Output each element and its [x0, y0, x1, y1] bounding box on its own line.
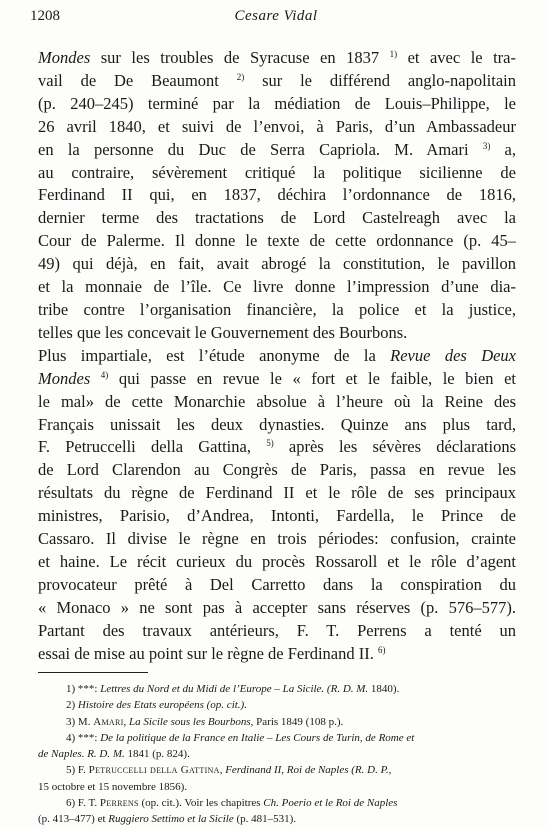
text-run: 4) ***: — [66, 731, 101, 744]
text-line — [38, 482, 516, 505]
footnote-line — [38, 762, 516, 778]
text-run: dernier terme des tractations de Lord Castelreagh avec la — [38, 208, 516, 228]
text-line — [38, 139, 516, 162]
body-text — [38, 47, 516, 665]
text-line — [38, 184, 516, 207]
text-run — [90, 369, 101, 388]
text-run: et haine. Le récit curieux du procès Rossaroll et le rôle d’agent — [38, 551, 516, 571]
text-line — [38, 551, 516, 574]
footnote-ref: 1) — [389, 49, 398, 59]
text-run: Petruccelli della Gattina — [88, 764, 220, 777]
footnote-line — [38, 795, 516, 811]
text-run: Ferdinand II qui, en 1837, déchira l’ordonnance de 1816, — [38, 185, 516, 205]
footnote-line — [38, 811, 516, 827]
text-run: après les sévères déclarations — [273, 437, 516, 457]
text-run: 15 octobre et 15 novembre 1856). — [38, 780, 188, 793]
text-line — [38, 207, 516, 230]
text-run: Partant des travaux antérieurs, F. T. Perrens a tenté un — [38, 620, 516, 640]
text-line — [38, 368, 516, 391]
text-line — [38, 162, 516, 185]
text-line — [38, 47, 516, 70]
text-run: , — [388, 764, 392, 777]
text-run: Amari — [93, 715, 124, 728]
text-line — [38, 345, 516, 368]
text-run: essai de mise au point sur le règne de Ferdinand II. — [38, 643, 378, 663]
text-run: en la personne du Duc de Serra Capriola. M. Amari — [38, 139, 483, 159]
text-line — [38, 253, 516, 276]
text-line — [38, 574, 516, 597]
text-run: vail de De Beaumont — [38, 70, 237, 90]
footnote-ref: 4) — [100, 369, 109, 380]
page-number: 1208 — [30, 8, 60, 24]
text-run: 1) ***: — [66, 683, 101, 695]
text-run: Ch. Poerio et le Roi de Naples — [263, 797, 398, 810]
footnote-ref: 5) — [266, 438, 274, 449]
text-run: ministres, Parisio, d’Andrea, Intonti, Fardella, le Prince de — [38, 506, 516, 526]
text-line — [38, 116, 516, 139]
text-run: telles que les concevait le Gouvernement des Bourbons. — [38, 322, 408, 342]
text-run: provocateur prêté à Del Carretto dans la conspiration du — [38, 574, 516, 594]
text-run: Cour de Palerme. Il donne le texte de cette ordonnance (p. 45– — [38, 231, 516, 251]
text-run: a, — [490, 139, 516, 159]
text-run: La Sicile sous les Bourbons — [129, 715, 251, 728]
footnote-ref: 6) — [377, 644, 386, 655]
footnote-line — [38, 730, 516, 746]
text-run: qui passe en revue le « fort et le faible, le bien et — [108, 368, 516, 388]
text-run: Ferdinand II, Roi de Naples (R. D. P. — [225, 764, 389, 777]
text-run: Ruggiero Settimo et la Sicile — [108, 813, 234, 826]
footnote-ref: 3) — [482, 140, 491, 151]
text-run: 1840). — [368, 683, 400, 695]
text-line — [38, 620, 516, 643]
text-run: (p. 481–531). — [233, 813, 297, 826]
text-line — [38, 391, 516, 414]
text-run: Revue des Deux — [390, 345, 516, 365]
text-run: sur le différend anglo-napolitain — [244, 70, 516, 90]
text-run: , Paris 1849 (108 p.). — [250, 715, 344, 728]
text-run: F. Petruccelli della Gattina, — [38, 437, 267, 457]
text-line — [38, 528, 516, 551]
footnote-line — [38, 681, 516, 697]
running-head: Cesare Vidal — [234, 8, 318, 24]
text-run: Plus impartiale, est l’étude anonyme de la — [38, 345, 391, 365]
text-run: Lettres du Nord et du Midi de l’Europe – La Sicile. (R. D. M. — [100, 683, 369, 695]
footnote-line — [38, 697, 516, 713]
text-line — [38, 70, 516, 93]
text-run: de Naples. R. D. M. — [38, 748, 125, 761]
page-header — [30, 8, 522, 30]
text-run: , — [123, 715, 130, 728]
text-run: Français unissait les deux dynasties. Quinze ans plus tard, — [38, 414, 516, 434]
text-run: Perrens — [99, 797, 139, 810]
footnotes — [38, 681, 516, 828]
footnote-rule — [38, 672, 148, 673]
text-run: 49) qui déjà, en fait, avait abrogé la constitution, le pavillon — [38, 254, 516, 274]
text-line — [38, 322, 516, 345]
footnote-line — [38, 779, 516, 795]
text-line — [38, 643, 516, 666]
text-run: (op. cit.). Voir les chapitres — [138, 797, 264, 810]
text-run: et avec le tra- — [397, 48, 516, 67]
text-run: « Monaco » ne sont pas à accepter sans réserves (p. 576–577). — [38, 597, 516, 617]
text-run: résultats du règne de Ferdinand II et le rôle de ses principaux — [38, 483, 516, 503]
text-run: (p. 413–477) et — [38, 813, 109, 826]
text-run: 5) F. — [66, 764, 89, 777]
text-run: et la monnaie de l’île. Ce livre donne l’impression d’une dia- — [38, 277, 516, 297]
footnote-line — [38, 714, 516, 730]
text-line — [38, 299, 516, 322]
text-line — [38, 276, 516, 299]
text-line — [38, 505, 516, 528]
text-run: au contraire, sévèrement critiqué la politique sicilienne de — [38, 162, 516, 182]
text-line — [38, 436, 516, 459]
text-run: le mal» de cette Monarchie absolue à l’heure où la Reine des — [38, 391, 516, 411]
footnote-line — [38, 746, 516, 762]
text-line — [38, 230, 516, 253]
text-run: 6) F. T. — [66, 797, 100, 810]
text-run: de Lord Clarendon au Congrès de Paris, passa en revue les — [38, 460, 516, 480]
text-run: Mondes — [38, 48, 91, 67]
text-run: 2) — [66, 699, 78, 712]
text-line — [38, 597, 516, 620]
text-run: (p. 240–245) terminé par la médiation de Louis–Philippe, le — [38, 93, 516, 113]
text-run: Histoire des Etats européens (op. cit.). — [77, 699, 247, 712]
text-run: De la politique de la France en Italie – Les Cours de Turin, de Rome et — [100, 731, 415, 744]
text-line — [38, 93, 516, 116]
text-run: Mondes — [38, 368, 91, 388]
text-run: , — [219, 764, 226, 777]
text-run: Cassaro. Il divise le règne en trois périodes: confusion, crainte — [38, 529, 516, 549]
text-run: 3) M. — [66, 715, 94, 728]
text-run: sur les troubles de Syracuse en 1837 — [90, 48, 390, 67]
text-run: tribe contre l’organisation financière, la police et la justice, — [38, 299, 516, 319]
text-line — [38, 414, 516, 437]
footnote-ref: 2) — [236, 71, 245, 82]
text-run: 26 avril 1840, et suivi de l’envoi, à Paris, d’un Ambassadeur — [38, 116, 516, 136]
text-run: 1841 (p. 824). — [124, 748, 190, 761]
text-line — [38, 459, 516, 482]
